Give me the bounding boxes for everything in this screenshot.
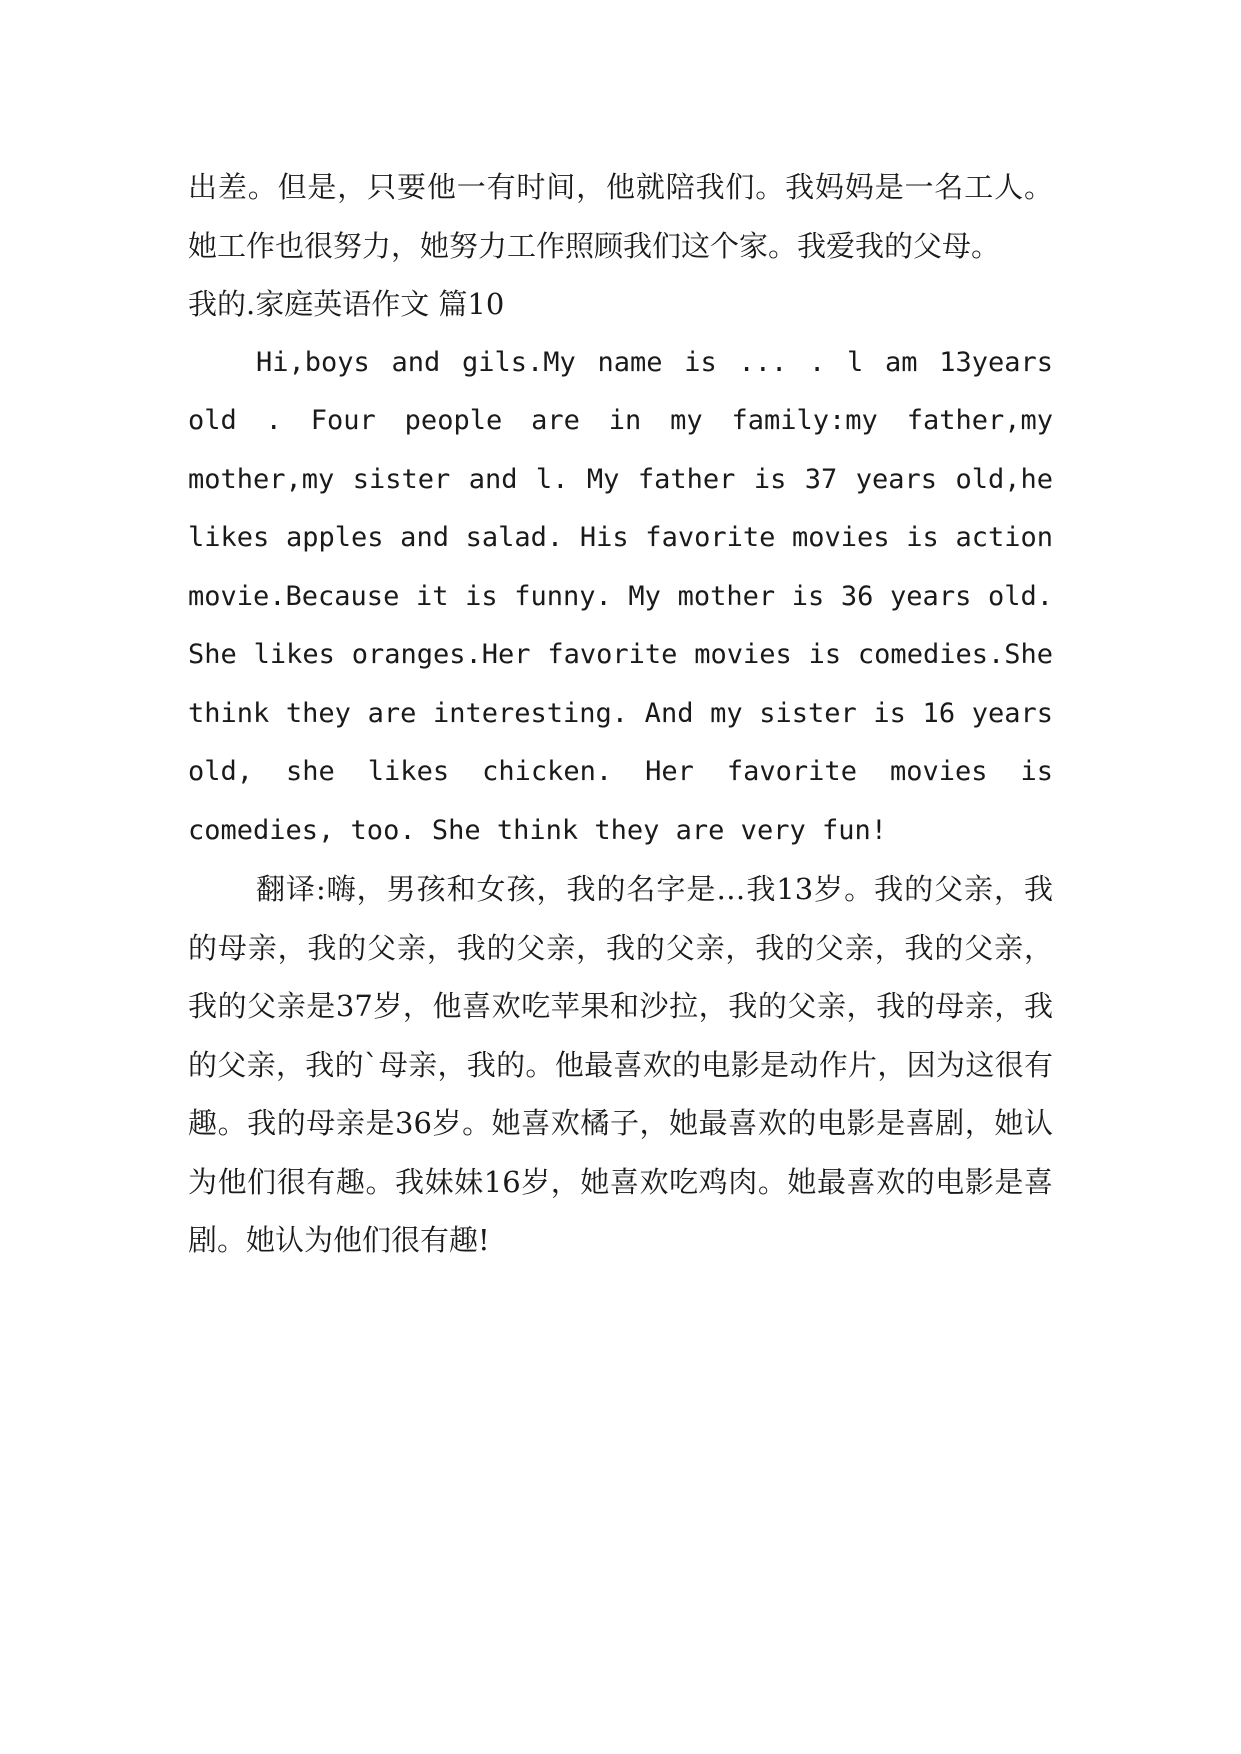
section-heading: 我的.家庭英语作文 篇10: [188, 287, 505, 321]
continuation-paragraph: 出差。但是，只要他一有时间，他就陪我们。我妈妈是一名工人。她工作也很努力，她努力工作照顾我们这个家。我爱我的父母。: [188, 170, 1053, 263]
english-essay-paragraph: Hi,boys and gils.My name is ... . l am 13years old . Four people are in my family:my father,my mother,my sister and l. My father is 37 years old,he likes apples and salad. His favorite movies is action movie.Because it is funny. My mother is 36 years old. She likes oranges.Her favorite movies is comedies.She think they are interesting. And my sister is 16 years old, she likes chicken. Her favorite movies is comedies, too. She think they are very fun!: [188, 346, 1053, 846]
document-body: [188, 158, 1053, 1270]
translation-paragraph: 翻译:嗨，男孩和女孩，我的名字是…我13岁。我的父亲，我的母亲，我的父亲，我的父亲，我的父亲，我的父亲，我的父亲，我的父亲是37岁，他喜欢吃苹果和沙拉，我的父亲，我的母亲，我的父亲，我的`母亲，我的。他最喜欢的电影是动作片，因为这很有趣。我的母亲是36岁。她喜欢橘子，她最喜欢的电影是喜剧，她认为他们很有趣。我妹妹16岁，她喜欢吃鸡肉。她最喜欢的电影是喜剧。她认为他们很有趣!: [188, 872, 1053, 1257]
